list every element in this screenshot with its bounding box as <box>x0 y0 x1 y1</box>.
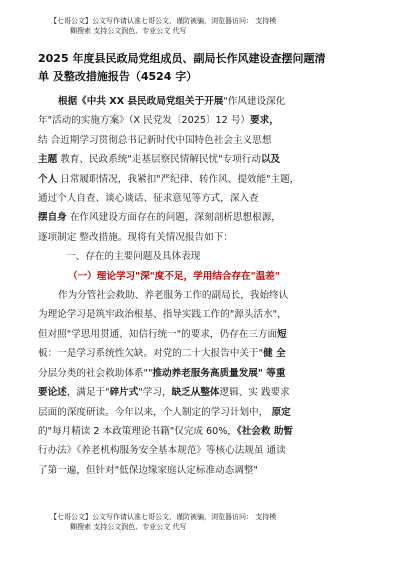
paragraph-line: 为理论学习是筑牢政治根基、指导实践工作的"源头活水"， <box>38 309 287 321</box>
paragraph-line <box>38 325 380 344</box>
text-run: 层面的深度研读。今年以来，个人制定的学习计划中， <box>38 406 269 418</box>
text-run: 的"每月精读 2 本政策理论书籍"仅完成 60%， <box>38 425 237 437</box>
paragraph-line <box>38 92 380 111</box>
text-run: 在作风建设方面存在的问题，深刻剖析思想根源， <box>66 212 281 224</box>
paragraph-line <box>38 403 380 422</box>
paragraph-line <box>38 208 380 227</box>
text-run: 《社会救 助暂 <box>236 425 294 437</box>
text-run: 根据《中共 XX 县民政局党组关于开展 <box>58 96 224 107</box>
header-line-2: 糊搜索 支持公文润色、专业公文 代写 <box>70 27 187 35</box>
title-line-2: 单 及整改措施报告（4524 字） <box>38 70 198 83</box>
paragraph-line <box>38 422 380 441</box>
paragraph-line: 作为分管社会救助、养老服务工作的副局长，我始终认 <box>58 290 289 302</box>
paragraph-line <box>38 150 380 169</box>
paragraph-line <box>38 170 380 189</box>
paragraph-line <box>38 111 380 130</box>
section-heading: 一、存在的主要问题及具体表现 <box>66 251 201 263</box>
text-run: 等重 <box>262 367 286 379</box>
text-run: 板：一是学习系统性欠缺。对党的二十大报告中关于" <box>38 348 264 360</box>
paragraph-line: 结 合近期学习贯彻总书记新时代中国特色社会主义思想 <box>38 134 272 146</box>
paragraph-line: 了第一遍，但针对"低保边缘家庭认定标准动态调整" <box>38 464 258 476</box>
footer-line-2: 糊搜索 支持公文润色、专业公文 代写 <box>70 523 187 531</box>
text-run: 逻辑、实 践要求 <box>219 387 290 399</box>
text-run: 推动养老服务高质量发展" <box>152 367 263 379</box>
text-run: 健 全 <box>263 348 286 360</box>
text-run: 教育、民政系统"走基层察民情解民忧"专项行动 <box>57 154 261 166</box>
paragraph-line <box>38 383 380 402</box>
page-footer <box>50 512 380 532</box>
title-line-1: 2025 年度县民政局党组成员、副局长作风建设查摆问题清 <box>38 52 326 65</box>
text-run: 缺乏从整体 <box>171 387 220 399</box>
paragraph-line <box>38 364 380 383</box>
text-run: 分层分类的社会救助体系"" <box>38 367 153 379</box>
text-run: 年"活动的实施方案》（X 民党发〔2025〕12 号） <box>38 115 251 127</box>
text-run: 原定 <box>268 406 291 418</box>
text-run: "作风建设深化 <box>223 96 286 107</box>
text-run: 个人 <box>38 173 58 185</box>
text-run: 以及 <box>260 154 281 166</box>
text-run: 要论述 <box>38 387 67 399</box>
header-line-1: 【七哥公文】公文写作请认准七哥公文、谨防被骗，浏览器访问： 支持模 <box>50 17 277 25</box>
paragraph-line: 逐项制定 整改措施。现将有关情况报告如下： <box>38 231 233 243</box>
text-run: 碎片式 <box>109 387 139 399</box>
text-run: "学习， <box>138 387 172 399</box>
footer-line-1: 【七哥公文】公文写作请认准七哥公文、谨防被骗，浏览器访问： 支持模 <box>50 513 277 521</box>
text-run: 日常履职情况，我紧扣"严纪律、转作风、提效能"主题， <box>57 173 300 185</box>
text-run: 短 <box>277 328 287 340</box>
paragraph-line <box>38 344 380 363</box>
text-run: 但对照"学思用贯通、知信行统一"的要求，仍存在三方面 <box>38 328 278 340</box>
text-run: 主题 <box>38 154 58 166</box>
paragraph-line: 通过个人自查、谈心谈话、征求意见等方式，深入查 <box>38 193 259 205</box>
page-header <box>50 16 380 36</box>
document-body <box>38 92 380 480</box>
paragraph-line: 行办法》《养老机构服务安全基本规范》等核心法规虽 通读 <box>38 445 286 457</box>
text-run: ，满足于" <box>66 387 110 399</box>
subsection-heading: （一）理论学习"深"度不足，学用结合存在"温差" <box>68 270 280 282</box>
text-run: 摆自身 <box>38 212 67 224</box>
text-run: 要求， <box>250 115 279 127</box>
document-title <box>38 50 378 86</box>
